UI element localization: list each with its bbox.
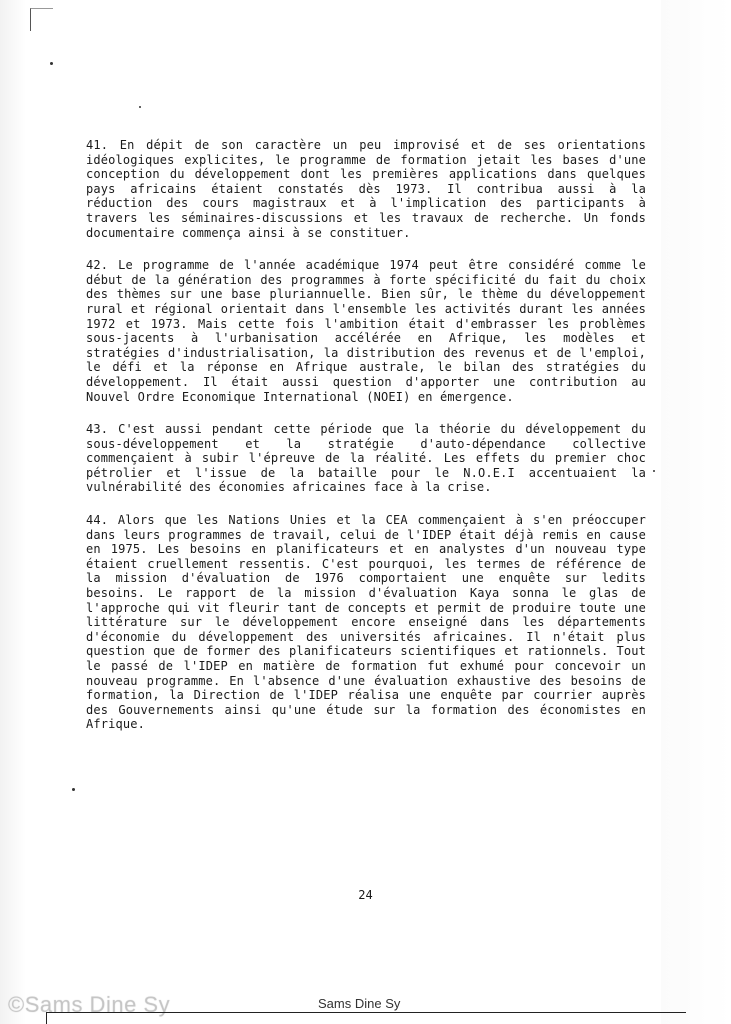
footer-rule — [46, 1012, 686, 1013]
page-content — [86, 138, 646, 750]
paragraph-44: 44. Alors que les Nations Unies et la CEA commençaient à s'en préoccuper dans leurs programmes de travail, celui de l'IDEP était déjà remis en cause en 1975. Les besoins en planificateurs et en analystes d'un nouveau type étaient cruellement ressentis. C'est pourquoi, les termes de référence de la mission d'évaluation de 1976 comportaient une enquête sur ledits besoins. Le rapport de la mission d'évaluation Kaya sonna le glas de l'approche qui vit fleurir tant de concepts et permit de produire toute une littérature sur le développement encore enseigné dans les départements d'économie du développement des universités africaines. Il n'était plus question que de former des planificateurs scientifiques et rationnels. Tout le passé de l'IDEP en matière de formation fut exhumé pour concevoir un nouveau programme. En l'absence d'une évaluation exhaustive des besoins de formation, la Direction de l'IDEP réalisa une enquête par courrier auprès des Gouvernements ainsi qu'une étude sur la formation des économistes en Afrique. — [86, 513, 646, 732]
paragraph-43: 43. C'est aussi pendant cette période que la théorie du développement du sous-développement et la stratégie d'auto-dépendance collective commençaient à subir l'épreuve de la réalité. Les effets du premier choc pétrolier et l'issue de la bataille pour le N.O.E.I accentuaient la vulnérabilité des économies africaines face à la crise. — [86, 422, 646, 495]
scan-edge-right — [661, 0, 731, 1024]
scan-speck — [139, 106, 141, 108]
scan-speck — [50, 62, 53, 65]
scan-edge-left — [0, 0, 26, 1024]
footer-label: Sams Dine Sy — [318, 996, 401, 1011]
footer-rule-left — [46, 1012, 47, 1024]
paragraph-41: 41. En dépit de son caractère un peu improvisé et de ses orientations idéologiques explicites, le programme de formation jetait les bases d'une conception du développement dont les premières applications dans quelques pays africains étaient constatés dès 1973. Il contribua aussi à la réduction des cours magistraux et à l'implication des participants à travers les séminaires-discussions et les travaux de recherche. Un fonds documentaire commença ainsi à se constituer. — [86, 138, 646, 240]
watermark: ©Sams Dine Sy — [8, 992, 171, 1017]
paragraph-42: 42. Le programme de l'année académique 1974 peut être considéré comme le début de la génération des programmes à forte spécificité du fait du choix des thèmes sur une base pluriannuelle. Bien sûr, le thème du développement rural et régional orientait dans l'ensemble les activités durant les années 1972 et 1973. Mais cette fois l'ambition était d'embrasser les problèmes sous-jacents à l'urbanisation accélérée en Afrique, les modèles et stratégies d'industrialisation, la distribution des revenus et de l'emploi, le défi et la réponse en Afrique australe, le bilan des stratégies du développement. Il était aussi question d'apporter une contribution au Nouvel Ordre Economique International (NOEI) en émergence. — [86, 258, 646, 404]
scan-speck — [653, 470, 655, 472]
scan-speck — [72, 788, 75, 791]
footer — [0, 994, 731, 1024]
page-number: 24 — [358, 888, 373, 902]
corner-mark — [30, 8, 53, 31]
